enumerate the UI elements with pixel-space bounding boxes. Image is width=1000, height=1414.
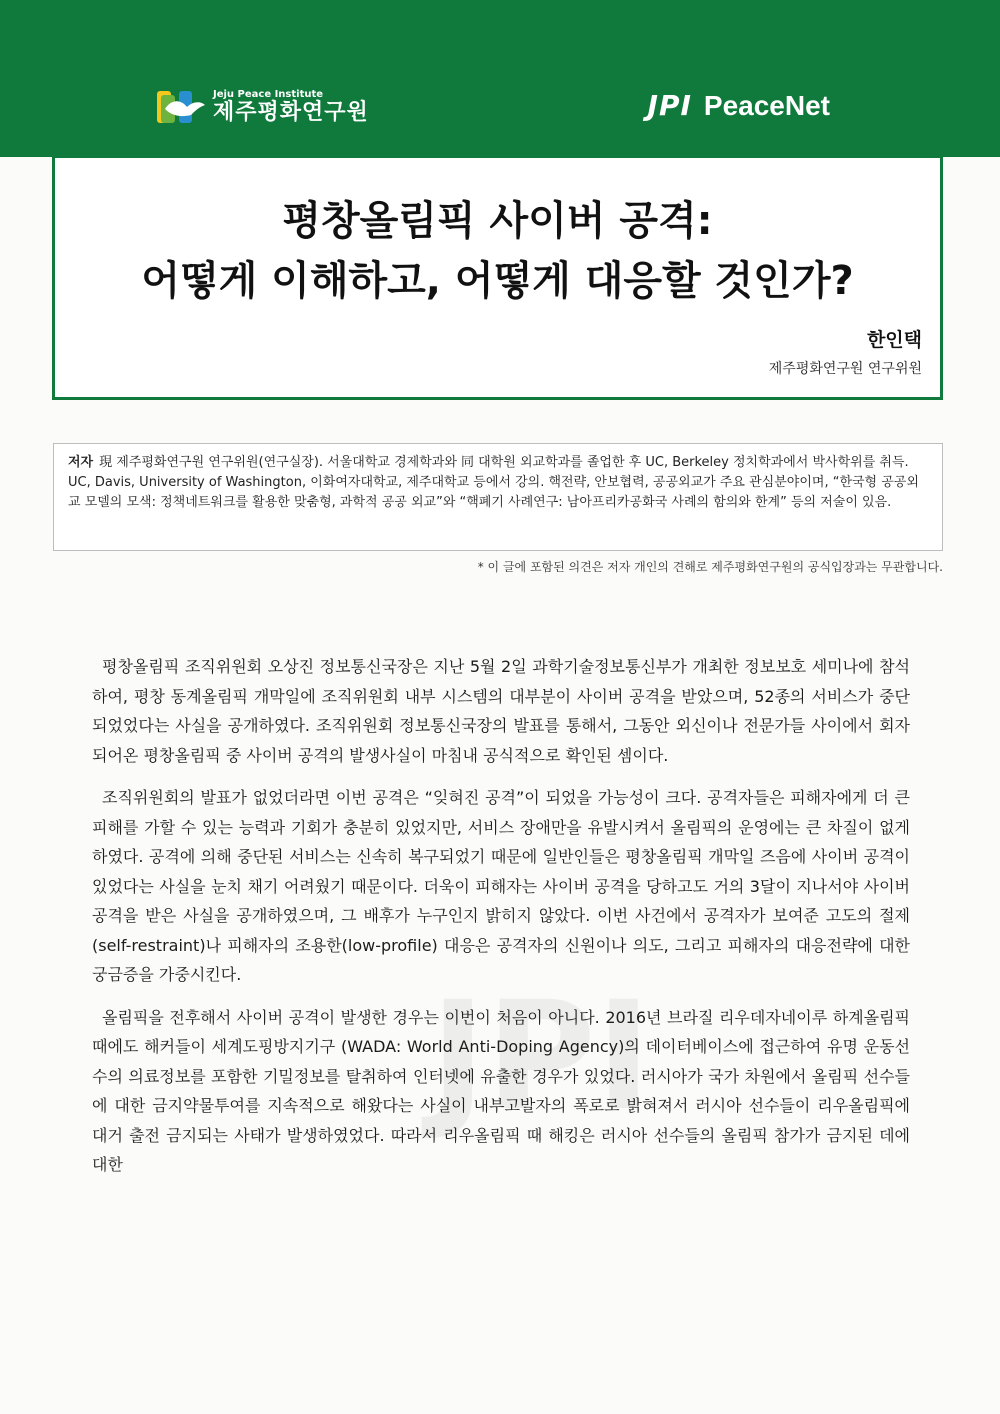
jpi-logo-text: JPI: [647, 89, 692, 122]
dove-logo-icon: [157, 87, 207, 127]
author-affiliation: 제주평화연구원 연구위원: [768, 361, 922, 377]
author-bio-box: [53, 443, 943, 551]
title-line-2: 어떻게 이해하고, 어떻게 대응할 것인가?: [141, 258, 854, 304]
body-paragraph-2: 조직위원회의 발표가 없었더라면 이번 공격은 “잊혀진 공격”이 되었을 가능성이 크다. 공격자들은 피해자에게 더 큰 피해를 가할 수 있는 능력과 기회가 충분히 있었지만, 서비스 장애만을 유발시켜서 올림픽의 운영에는 큰 차질이 없게 하였다. 공격에 의해 중단된 서비스는 신속히 복구되었기 때문에 일반인들은 평창올림픽 개막일 즈음에 사이버 공격이 있었다는 사실을 눈치 채기 어려웠기 때문이다. 더욱이 피해자는 사이버 공격을 당하고도 거의 3달이 지나서야 사이버 공격을 받은 사실을 공개하였으며, 그 배후가 누구인지 밝히지 않았다. 이번 사건에서 공격자가 보여준 고도의 절제(self-restraint)나 피해자의 조용한(low-profile) 대응은 공격자의 신원이나 의도, 그리고 피해자의 대응전략에 대한 궁금증을 가중시킨다.: [92, 788, 910, 984]
bio-text: 現 제주평화연구원 연구위원(연구실장). 서울대학교 경제학과와 同 대학원 외교학과를 졸업한 후 UC, Berkeley 정치학과에서 박사학위를 취득. UC, Davis, University of Washington, 이화여자대학교, 제주대학교 등에서 강의. 핵전략, 안보협력, 공공외교가 주요 관심분야이며, “한국형 공공외교 모델의 모색: 정책네트워크를 활용한 맞춤형, 과학적 공공 외교”와 “핵폐기 사례연구: 남아프리카공화국 사례의 함의와 한계” 등의 저술이 있음.: [68, 455, 919, 510]
body-paragraph-3: 올림픽을 전후해서 사이버 공격이 발생한 경우는 이번이 처음이 아니다. 2016년 브라질 리우데자네이루 하계올림픽 때에도 해커들이 세계도핑방지기구 (WADA: World Anti-Doping Agency)의 데이터베이스에 접근하여 유명 운동선수의 의료정보를 포함한 기밀정보를 탈취하여 인터넷에 유출한 경우가 있었다. 러시아가 국가 차원에서 올림픽 선수들에 대한 금지약물투여를 지속적으로 해왔다는 사실이 내부고발자의 폭로로 밝혀져서 러시아 선수들이 리우올림픽에 대거 출전 금지되는 사태가 발생하였었다. 따라서 리우올림픽 때 해킹은 러시아 선수들의 올림픽 참가가 금지된 데에 대한: [92, 1007, 910, 1174]
page-title: [55, 191, 940, 311]
institute-name-en: Jeju Peace Institute: [213, 89, 324, 100]
title-box: [52, 50, 943, 400]
peacenet-logo-text: PeaceNet: [703, 90, 830, 121]
brand-header: [55, 53, 940, 158]
body-paragraph-1: 평창올림픽 조직위원회 오상진 정보통신국장은 지난 5월 2일 과학기술정보통신부가 개최한 정보보호 세미나에 참석하여, 평창 동계올림픽 개막일에 조직위원회 내부 시스템의 대부분이 사이버 공격을 받았으며, 52종의 서비스가 중단되었었다는 사실을 공개하였다. 조직위원회 정보통신국장의 발표를 통해서, 그동안 외신이나 전문가들 사이에서 회자되어온 평창올림픽 중 사이버 공격의 발생사실이 마침내 공식적으로 확인된 셈이다.: [92, 657, 910, 765]
article-body: [92, 652, 910, 1193]
title-line-1: 평창올림픽 사이버 공격:: [282, 198, 713, 244]
disclaimer: * 이 글에 포함된 의견은 저자 개인의 견해로 제주평화연구원의 공식입장과는 무관합니다.: [477, 560, 943, 574]
peacenet-logo[interactable]: [648, 89, 830, 122]
watermark-logo: JPI: [430, 970, 652, 1144]
bio-label: 저자: [68, 455, 94, 470]
author-name: 한인택: [866, 329, 922, 351]
institute-logo[interactable]: [157, 87, 369, 127]
institute-name-ko: 제주평화연구원: [213, 100, 369, 125]
